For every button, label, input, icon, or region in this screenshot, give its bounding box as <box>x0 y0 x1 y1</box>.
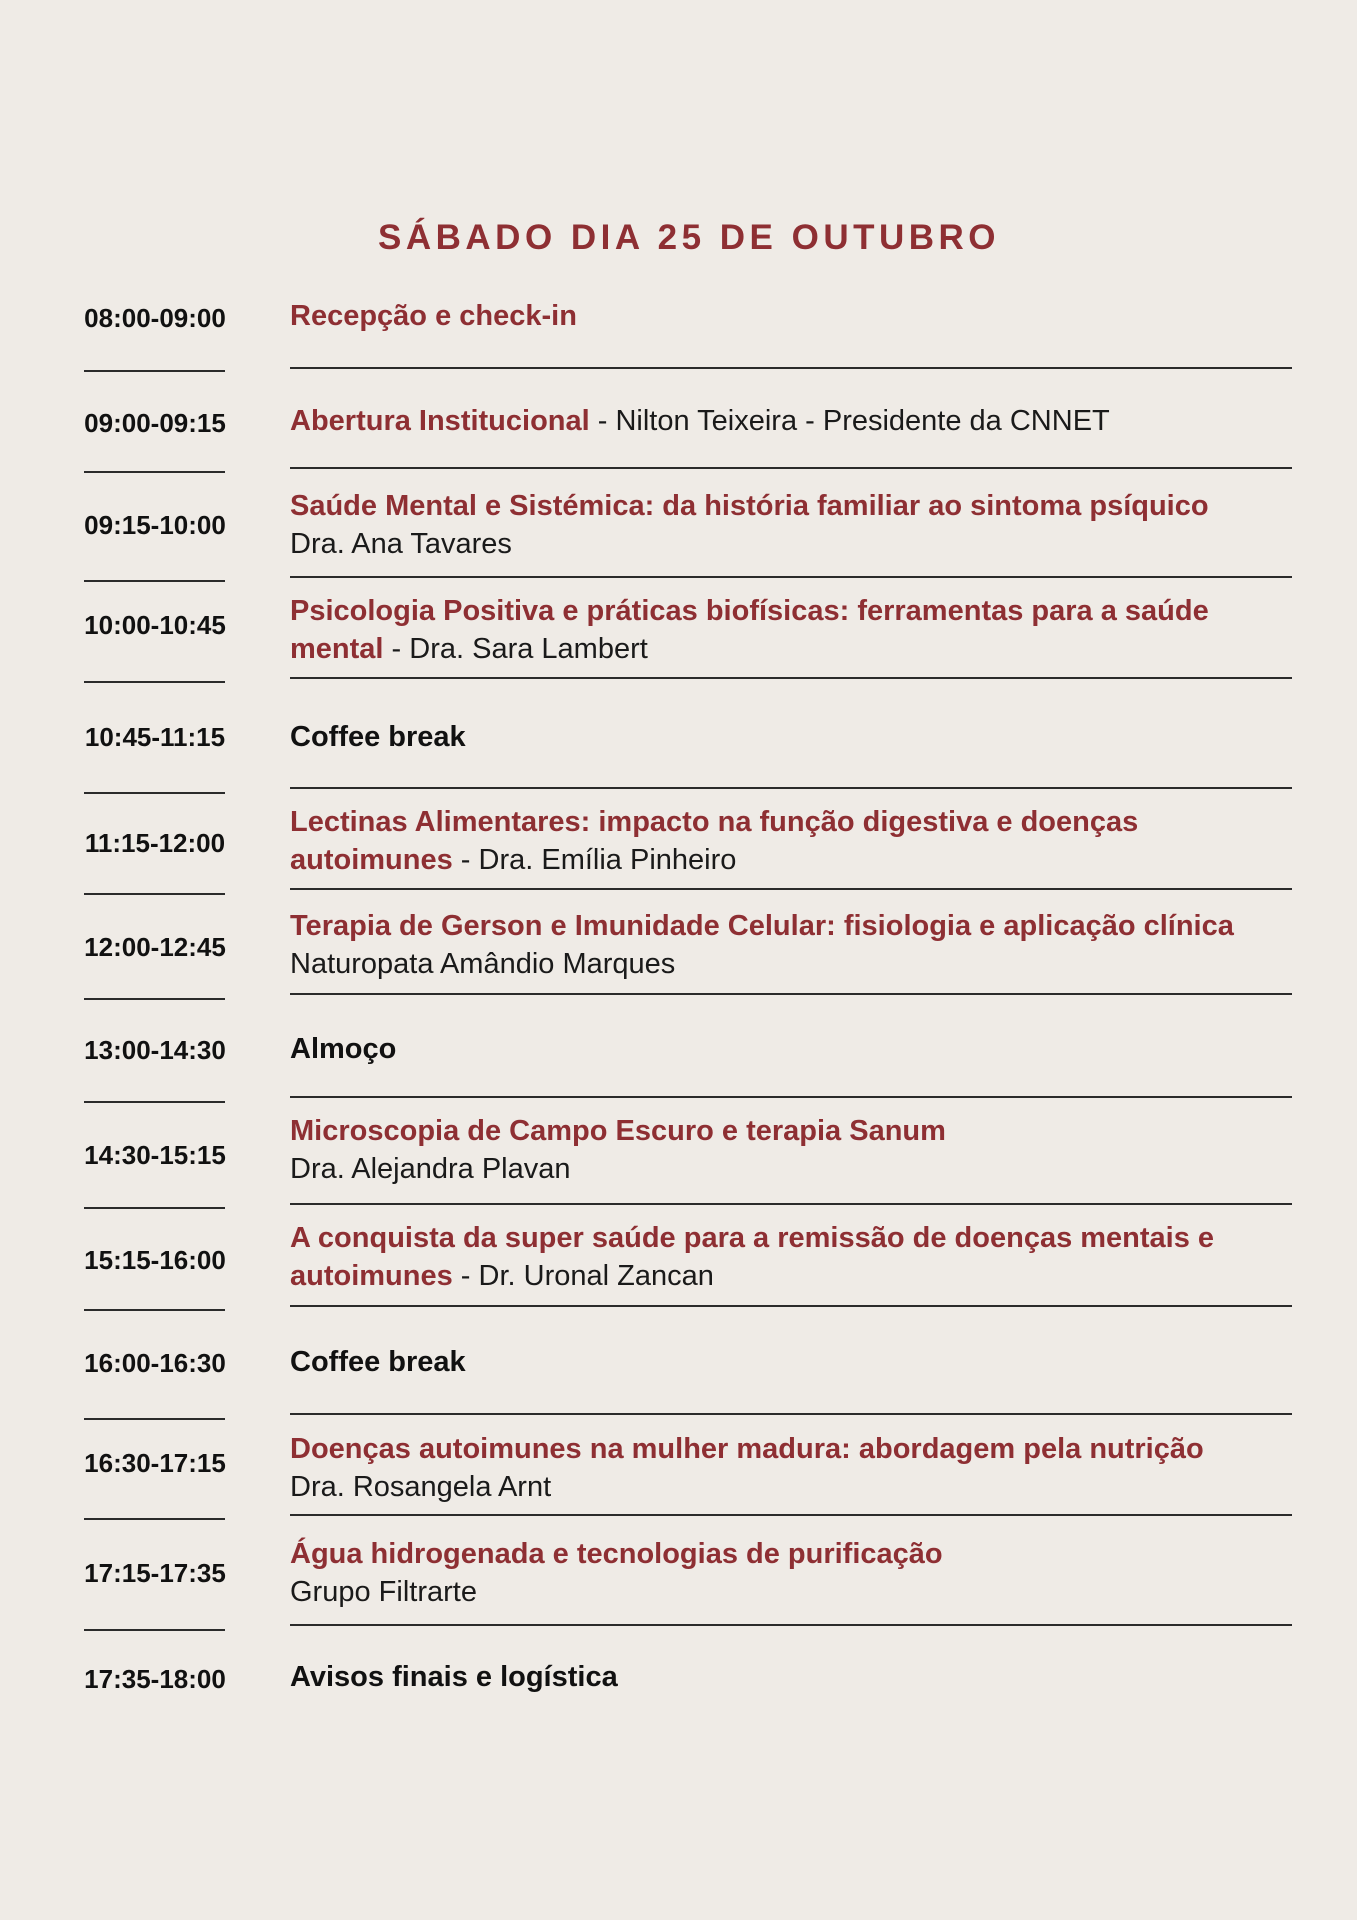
row-divider <box>290 1413 1292 1415</box>
row-divider <box>290 993 1292 995</box>
session-content <box>290 718 1300 756</box>
session-time: 10:45-11:15 <box>84 722 226 752</box>
session-content <box>290 592 1300 668</box>
session-speaker: Dra. Rosangela Arnt <box>290 1471 552 1503</box>
row-divider <box>290 367 1292 369</box>
session-content <box>290 1535 1300 1611</box>
session-title: Microscopia de Campo Escuro e terapia Sanum <box>290 1115 946 1147</box>
row-divider <box>290 576 1292 578</box>
time-divider <box>84 1518 225 1520</box>
time-divider <box>84 1207 225 1209</box>
session-content <box>290 1343 1300 1381</box>
session-time: 17:15-17:35 <box>84 1558 226 1588</box>
row-divider <box>290 1624 1292 1626</box>
time-divider <box>84 998 225 1000</box>
session-title: Saúde Mental e Sistémica: da história familiar ao sintoma psíquico <box>290 490 1209 522</box>
session-content <box>290 402 1300 440</box>
session-time: 13:00-14:30 <box>84 1035 226 1065</box>
time-divider <box>84 792 225 794</box>
session-time: 14:30-15:15 <box>84 1140 226 1170</box>
time-divider <box>84 580 225 582</box>
session-speaker: - Nilton Teixeira - Presidente da CNNET <box>589 405 1110 437</box>
time-divider <box>84 370 225 372</box>
session-speaker: Dra. Alejandra Plavan <box>290 1153 571 1185</box>
row-divider <box>290 467 1292 469</box>
session-content <box>290 803 1300 879</box>
session-title: Recepção e check-in <box>290 300 577 332</box>
row-divider <box>290 787 1292 789</box>
session-title: Avisos finais e logística <box>290 1661 618 1693</box>
session-title: Água hidrogenada e tecnologias de purificação <box>290 1538 943 1570</box>
session-speaker: - Dr. Uronal Zancan <box>452 1260 714 1292</box>
session-speaker: Dra. Ana Tavares <box>290 528 512 560</box>
row-divider <box>290 888 1292 890</box>
row-divider <box>290 1096 1292 1098</box>
session-title: Doenças autoimunes na mulher madura: abordagem pela nutrição <box>290 1433 1204 1465</box>
session-time: 17:35-18:00 <box>84 1664 226 1694</box>
session-content <box>290 1658 1300 1696</box>
session-time: 09:00-09:15 <box>84 408 226 438</box>
session-time: 09:15-10:00 <box>84 510 226 540</box>
session-title: Terapia de Gerson e Imunidade Celular: fisiologia e aplicação clínica <box>290 910 1234 942</box>
session-content <box>290 1112 1300 1188</box>
time-divider <box>84 1309 225 1311</box>
session-title: A conquista da super saúde para a remissão de doenças mentais e autoimunes <box>290 1222 1215 1292</box>
time-divider <box>84 1418 225 1420</box>
session-speaker: - Dra. Sara Lambert <box>383 633 648 665</box>
session-content <box>290 1219 1300 1295</box>
row-divider <box>290 1203 1292 1205</box>
session-title: Abertura Institucional <box>290 405 590 437</box>
session-content <box>290 1030 1300 1068</box>
session-time: 16:00-16:30 <box>84 1348 226 1378</box>
session-title: Coffee break <box>290 1346 466 1378</box>
session-time: 08:00-09:00 <box>84 303 226 333</box>
time-divider <box>84 893 225 895</box>
row-divider <box>290 1514 1292 1516</box>
session-time: 15:15-16:00 <box>84 1245 226 1275</box>
session-time: 12:00-12:45 <box>84 932 226 962</box>
session-content <box>290 297 1300 335</box>
session-speaker: Naturopata Amândio Marques <box>290 948 676 980</box>
time-divider <box>84 471 225 473</box>
session-speaker: Grupo Filtrarte <box>290 1576 477 1608</box>
session-title: Coffee break <box>290 721 466 753</box>
session-time: 11:15-12:00 <box>84 828 226 858</box>
row-divider <box>290 1305 1292 1307</box>
time-divider <box>84 681 225 683</box>
row-divider <box>290 677 1292 679</box>
session-content <box>290 1430 1300 1506</box>
session-title: Psicologia Positiva e práticas biofísicas: ferramentas para a saúde mental <box>290 595 1209 665</box>
session-content <box>290 487 1300 563</box>
session-time: 16:30-17:15 <box>84 1448 226 1478</box>
session-speaker: - Dra. Emília Pinheiro <box>452 844 737 876</box>
page-title: SÁBADO DIA 25 DE OUTUBRO <box>378 218 1001 257</box>
time-divider <box>84 1101 225 1103</box>
session-time: 10:00-10:45 <box>84 610 226 640</box>
session-title: Lectinas Alimentares: impacto na função digestiva e doenças autoimunes <box>290 806 1139 876</box>
session-title: Almoço <box>290 1033 397 1065</box>
time-divider <box>84 1629 225 1631</box>
session-content <box>290 907 1300 983</box>
